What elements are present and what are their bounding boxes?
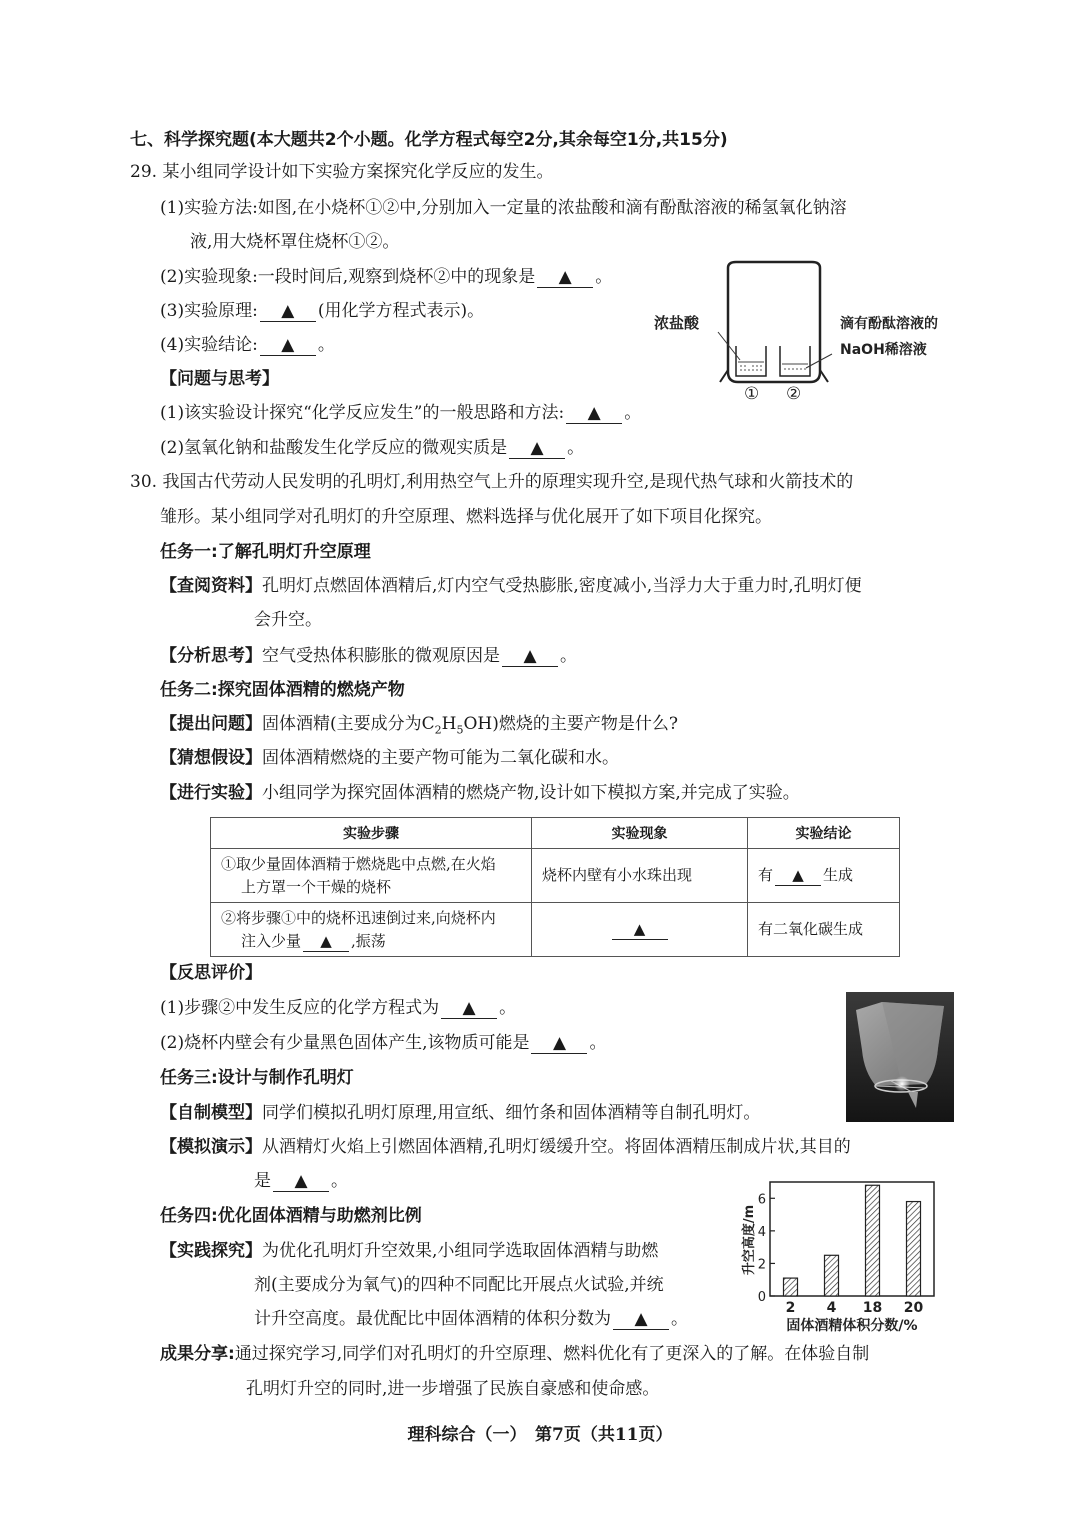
answer-blank[interactable]: ▲: [273, 1171, 329, 1192]
task-3-heading: 任务三:设计与制作孔明灯: [160, 1068, 354, 1088]
problem-text-b: H: [441, 714, 457, 734]
reflect-heading: 【反思评价】: [160, 963, 262, 983]
reflect-1-text: (1)步骤②中发生反应的化学方程式为: [160, 998, 440, 1018]
q29-think2-text: (2)氢氧化钠和盐酸发生化学反应的微观实质是: [160, 438, 508, 458]
lantern-photo: [846, 992, 954, 1122]
bar-18: [866, 1185, 880, 1296]
analysis-tag: 【分析思考】: [160, 646, 262, 666]
answer-blank[interactable]: ▲: [537, 267, 593, 288]
analysis-text: 空气受热体积膨胀的微观原因是: [262, 646, 500, 666]
table-header: 实验现象: [532, 818, 748, 849]
q29-principle-text: (3)实验原理:: [160, 301, 258, 321]
punct: 。: [624, 403, 642, 423]
subscript: 2: [434, 723, 442, 737]
answer-blank[interactable]: ▲: [775, 865, 821, 886]
y-tick-label: 4: [757, 1224, 766, 1240]
hypothesis-line: [160, 746, 619, 770]
punct: 。: [589, 1033, 607, 1053]
reference-line1: [160, 574, 862, 598]
table-cell-step: [211, 849, 532, 903]
hypothesis-tag: 【猜想假设】: [160, 748, 262, 768]
beaker-diagram: [640, 260, 960, 405]
table-cell-step: [211, 903, 532, 957]
step-text: ,振荡: [351, 931, 386, 950]
x-tick-label: 18: [862, 1300, 883, 1316]
table-cell-phenomenon: [532, 903, 748, 957]
answer-blank[interactable]: ▲: [566, 403, 622, 424]
x-tick-label: 2: [785, 1300, 796, 1316]
q29-method-line2: 液,用大烧杯罩住烧杯①②。: [190, 232, 400, 252]
step-text-with-blank: [221, 930, 521, 953]
task-1-heading: 任务一:了解孔明灯升空原理: [160, 542, 371, 562]
answer-blank[interactable]: ▲: [531, 1033, 587, 1054]
table-header-row: [211, 818, 900, 849]
hypothesis-text: 固体酒精燃烧的主要产物可能为二氧化碳和水。: [262, 748, 619, 768]
q29-principle-tail: (用化学方程式表示)。: [317, 301, 485, 321]
flame-icon: [894, 1076, 910, 1092]
punct: 。: [567, 438, 585, 458]
practice-tag: 【实践探究】: [160, 1241, 262, 1261]
reflect-1: [160, 996, 516, 1020]
answer-blank[interactable]: ▲: [509, 438, 565, 459]
section-title: 七、科学探究题(本大题共2个小题。化学方程式每空2分,其余每空1分,共15分): [130, 130, 728, 150]
reference-tag: 【查阅资料】: [160, 576, 262, 596]
experiment-table: [210, 817, 900, 957]
punct: 。: [499, 998, 517, 1018]
answer-blank[interactable]: ▲: [260, 301, 316, 322]
problem-text-c: OH)燃烧的主要产物是什么?: [463, 714, 678, 734]
experiment-line: [160, 781, 800, 805]
punct: 。: [317, 335, 335, 355]
conclusion-text: 生成: [823, 866, 854, 884]
y-tick-label: 2: [757, 1257, 766, 1273]
answer-blank[interactable]: ▲: [612, 919, 668, 940]
q29-principle: [160, 299, 484, 323]
experiment-text: 小组同学为探究固体酒精的燃烧产物,设计如下模拟方案,并完成了实验。: [262, 783, 800, 803]
subscript: 5: [456, 723, 464, 737]
y-axis-label: 升空高度/m: [742, 1204, 757, 1276]
answer-blank[interactable]: ▲: [260, 335, 316, 356]
x-tick-label: 4: [826, 1300, 837, 1316]
practice-line1: [160, 1239, 658, 1263]
q30-stem-line2: 雏形。某小组同学对孔明灯的升空原理、燃料选择与优化展开了如下项目化探究。: [160, 507, 772, 527]
practice-text: 为优化孔明灯升空效果,小组同学选取固体酒精与助燃: [262, 1241, 659, 1261]
demo-line2: [254, 1169, 348, 1193]
demo-text: 从酒精灯火焰上引燃固体酒精,孔明灯缓缓升空。将固体酒精压制成片状,其目的: [262, 1137, 851, 1157]
task-2-heading: 任务二:探究固体酒精的燃烧产物: [160, 680, 405, 700]
step-text: 上方罩一个干燥的烧杯: [241, 877, 392, 896]
bar-20: [907, 1202, 921, 1296]
q29-conclusion: [160, 333, 335, 357]
share-line1: [160, 1342, 869, 1366]
label-beaker-2: ②: [786, 384, 802, 404]
punct: 。: [671, 1309, 688, 1329]
table-cell-phenomenon: 烧杯内壁有小水珠出现: [532, 849, 748, 903]
answer-blank[interactable]: ▲: [613, 1309, 669, 1330]
punct: 。: [595, 267, 613, 287]
table-cell-conclusion: 有二氧化碳生成: [748, 903, 900, 957]
beaker-2: [780, 346, 810, 376]
large-beaker-foot-right: [820, 370, 828, 382]
model-tag: 【自制模型】: [160, 1103, 262, 1123]
label-naoh-line2: NaOH稀溶液: [840, 342, 927, 358]
large-beaker-foot-left: [720, 370, 728, 382]
reference-text: 孔明灯点燃固体酒精后,灯内空气受热膨胀,密度减小,当浮力大于重力时,孔明灯便: [262, 576, 862, 596]
q29-phenomenon-text: (2)实验现象:一段时间后,观察到烧杯②中的现象是: [160, 267, 536, 287]
step-text: ①取少量固体酒精于燃烧匙中点燃,在火焰: [221, 854, 496, 873]
demo-text: 是: [254, 1171, 271, 1191]
q29-conclusion-text: (4)实验结论:: [160, 335, 258, 355]
label-naoh-line1: 滴有酚酞溶液的: [840, 316, 938, 332]
table-header: 实验步骤: [211, 818, 532, 849]
q29-method-line1: (1)实验方法:如图,在小烧杯①②中,分别加入一定量的浓盐酸和滴有酚酞溶液的稀氢氧化钠溶: [160, 198, 847, 218]
q30-stem-line1: 30. 我国古代劳动人民发明的孔明灯,利用热空气上升的原理实现升空,是现代热气球和火箭技术的: [130, 472, 854, 492]
height-bar-chart: [740, 1176, 940, 1336]
answer-blank[interactable]: ▲: [502, 646, 558, 667]
practice-text: 计升空高度。最优配比中固体酒精的体积分数为: [254, 1309, 611, 1329]
table-header: 实验结论: [748, 818, 900, 849]
conclusion-text: 有: [758, 866, 774, 884]
reflect-2: [160, 1031, 606, 1055]
share-line2: 孔明灯升空的同时,进一步增强了民族自豪感和使命感。: [246, 1379, 660, 1399]
q29-think1-text: (1)该实验设计探究“化学反应发生”的一般思路和方法:: [160, 403, 565, 423]
practice-line2: 剂(主要成分为氧气)的四种不同配比开展点火试验,并统: [254, 1275, 664, 1295]
q29-think-heading: 【问题与思考】: [160, 369, 279, 389]
table-row: [211, 903, 900, 957]
answer-blank[interactable]: ▲: [441, 998, 497, 1019]
model-line: [160, 1101, 760, 1125]
step-text: ②将步骤①中的烧杯迅速倒过来,向烧杯内: [221, 908, 496, 927]
step-text: 注入少量: [241, 931, 302, 950]
y-tick-label: 6: [757, 1192, 766, 1208]
y-tick-label: 0: [757, 1290, 766, 1305]
analysis-line: [160, 644, 577, 668]
problem-line: [160, 712, 678, 742]
q29-phenomenon: [160, 265, 612, 289]
punct: 。: [331, 1171, 348, 1191]
problem-text-a: 固体酒精(主要成分为C: [262, 714, 435, 734]
label-beaker-1: ①: [744, 384, 760, 404]
reflect-2-text: (2)烧杯内壁会有少量黑色固体产生,该物质可能是: [160, 1033, 530, 1053]
answer-blank[interactable]: ▲: [303, 931, 349, 952]
q29-think2: [160, 436, 584, 460]
reference-line2: 会升空。: [254, 610, 322, 630]
table-row: [211, 849, 900, 903]
task-4-heading: 任务四:优化固体酒精与助燃剂比例: [160, 1206, 422, 1226]
page-footer: 理科综合（一） 第7页（共11页）: [407, 1425, 673, 1445]
share-tag: 成果分享:: [160, 1344, 235, 1364]
demo-line1: [160, 1135, 851, 1159]
beaker-1: [736, 346, 766, 376]
label-hcl: 浓盐酸: [654, 314, 700, 332]
demo-tag: 【模拟演示】: [160, 1137, 262, 1157]
x-axis-label: 固体酒精体积分数/%: [786, 1318, 918, 1334]
experiment-tag: 【进行实验】: [160, 783, 262, 803]
bar-4: [825, 1255, 839, 1296]
problem-tag: 【提出问题】: [160, 714, 262, 734]
table-cell-conclusion: [748, 849, 900, 903]
model-text: 同学们模拟孔明灯原理,用宣纸、细竹条和固体酒精等自制孔明灯。: [262, 1103, 761, 1123]
x-tick-label: 20: [903, 1300, 924, 1316]
bar-2: [784, 1278, 798, 1296]
punct: 。: [560, 646, 577, 666]
practice-line3: [254, 1307, 688, 1331]
share-text: 通过探究学习,同学们对孔明灯的升空原理、燃料优化有了更深入的了解。在体验自制: [234, 1344, 870, 1364]
q29-think1: [160, 401, 641, 425]
q29-stem: 29. 某小组同学设计如下实验方案探究化学反应的发生。: [130, 162, 554, 182]
